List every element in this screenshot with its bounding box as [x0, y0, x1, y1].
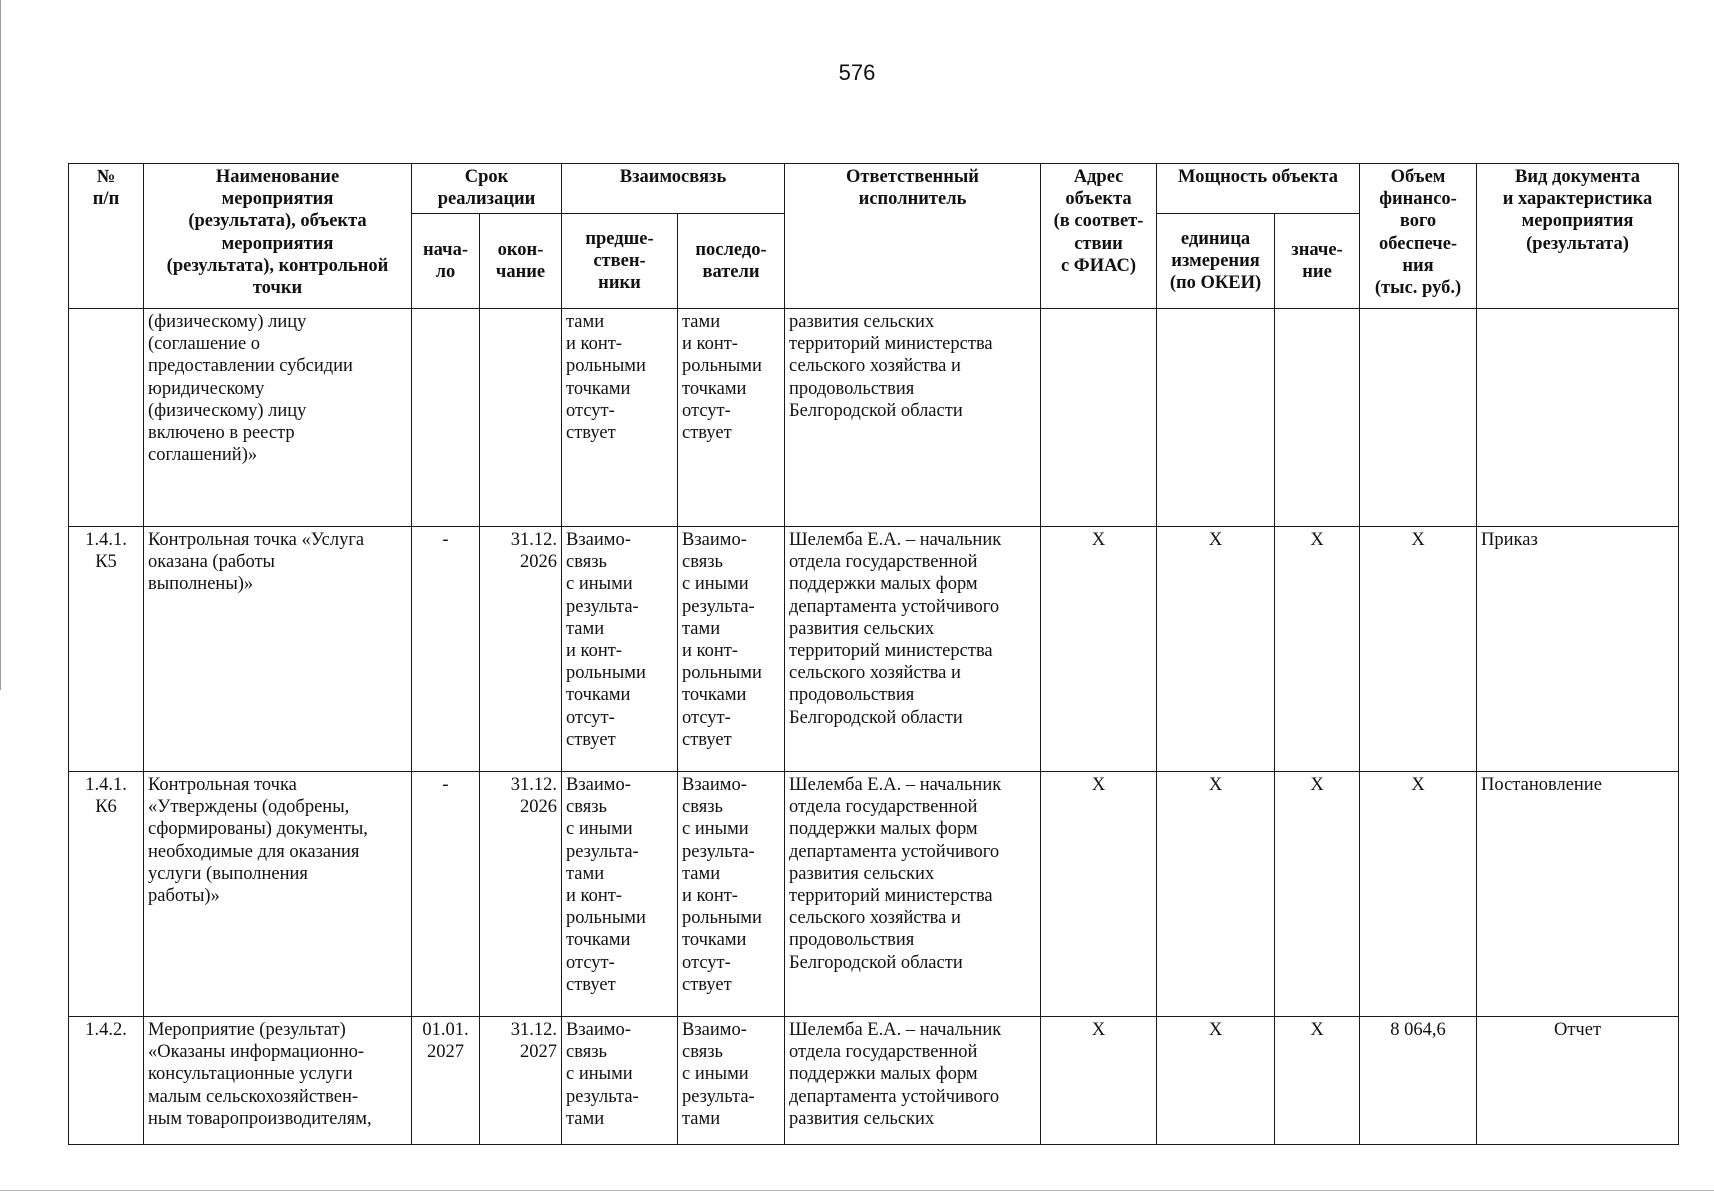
cell-start: 01.01. 2027	[412, 1017, 480, 1145]
cell-num: 1.4.1. К6	[69, 772, 144, 1017]
cell-end: 31.12. 2027	[480, 1017, 562, 1145]
cell-end	[480, 309, 562, 527]
scan-margin-line	[0, 0, 1, 690]
cell-responsible: развития сельских территорий министерства сельского хозяйства и продовольствия Белгородской области	[785, 309, 1041, 527]
cell-name: Контрольная точка «Услуга оказана (работы выполнены)»	[144, 527, 412, 772]
header-doc-type: Вид документа и характеристика мероприятия (результата)	[1477, 164, 1679, 309]
cell-address: Х	[1041, 527, 1157, 772]
cell-address: Х	[1041, 772, 1157, 1017]
cell-doc: Отчет	[1477, 1017, 1679, 1145]
cell-unit: Х	[1157, 772, 1275, 1017]
header-name: Наименование мероприятия (результата), объекта мероприятия (результата), контрольной точки	[144, 164, 412, 309]
cell-address	[1041, 309, 1157, 527]
cell-responsible: Шелемба Е.А. – начальник отдела государственной поддержки малых форм департамента устойчивого развития сельских территорий министерства сельского хозяйства и продовольствия Белгородской области	[785, 772, 1041, 1017]
cell-volume: 8 064,6	[1360, 1017, 1477, 1145]
cell-name: Контрольная точка «Утверждены (одобрены, сформированы) документы, необходимые для оказания услуги (выполнения работы)»	[144, 772, 412, 1017]
header-term-start: нача- ло	[412, 214, 480, 309]
header-capacity: Мощность объекта	[1157, 164, 1360, 214]
header-relation-pred: предше- ствен- ники	[562, 214, 678, 309]
cell-responsible: Шелемба Е.А. – начальник отдела государственной поддержки малых форм департамента устойчивого развития сельских	[785, 1017, 1041, 1145]
cell-predecessors: Взаимо- связь с иными результа- тами	[562, 1017, 678, 1145]
cell-volume: Х	[1360, 772, 1477, 1017]
table-row	[69, 527, 1679, 772]
header-term: Срок реализации	[412, 164, 562, 214]
cell-doc: Приказ	[1477, 527, 1679, 772]
header-capacity-value: значе- ние	[1275, 214, 1360, 309]
header-relation-succ: последо- ватели	[678, 214, 785, 309]
cell-name: Мероприятие (результат) «Оказаны информационно- консультационные услуги малым сельскохозяйствен- ным товаропроизводителям,	[144, 1017, 412, 1145]
cell-end: 31.12. 2026	[480, 527, 562, 772]
cell-successors: Взаимо- связь с иными результа- тами	[678, 1017, 785, 1145]
cell-name: (физическому) лицу (соглашение о предоставлении субсидии юридическому (физическому) лицу включено в реестр соглашений)»	[144, 309, 412, 527]
cell-predecessors: Взаимо- связь с иными результа- тами и конт- рольными точками отсут- ствует	[562, 527, 678, 772]
plan-table	[68, 163, 1679, 1145]
header-relation: Взаимосвязь	[562, 164, 785, 214]
header-num: № п/п	[69, 164, 144, 309]
cell-successors: Взаимо- связь с иными результа- тами и конт- рольными точками отсут- ствует	[678, 527, 785, 772]
cell-value: Х	[1275, 527, 1360, 772]
header-term-end: окон- чание	[480, 214, 562, 309]
cell-num: 1.4.2.	[69, 1017, 144, 1145]
cell-predecessors: тами и конт- рольными точками отсут- ствует	[562, 309, 678, 527]
cell-unit: Х	[1157, 1017, 1275, 1145]
header-volume: Объем финансо- вого обеспече- ния (тыс. руб.)	[1360, 164, 1477, 309]
table-row	[69, 1017, 1679, 1145]
header-responsible: Ответственный исполнитель	[785, 164, 1041, 309]
cell-start: -	[412, 772, 480, 1017]
header-address: Адрес объекта (в соответ- ствии с ФИАС)	[1041, 164, 1157, 309]
cell-successors: тами и конт- рольными точками отсут- ствует	[678, 309, 785, 527]
table-row	[69, 309, 1679, 527]
cell-doc	[1477, 309, 1679, 527]
cell-value	[1275, 309, 1360, 527]
table-row	[69, 772, 1679, 1017]
scan-bottom-line	[0, 1190, 1714, 1191]
cell-start: -	[412, 527, 480, 772]
cell-value: Х	[1275, 772, 1360, 1017]
cell-num	[69, 309, 144, 527]
cell-predecessors: Взаимо- связь с иными результа- тами и конт- рольными точками отсут- ствует	[562, 772, 678, 1017]
cell-num: 1.4.1. К5	[69, 527, 144, 772]
header-capacity-unit: единица измерения (по ОКЕИ)	[1157, 214, 1275, 309]
cell-responsible: Шелемба Е.А. – начальник отдела государственной поддержки малых форм департамента устойчивого развития сельских территорий министерства сельского хозяйства и продовольствия Белгородской области	[785, 527, 1041, 772]
cell-value: Х	[1275, 1017, 1360, 1145]
cell-address: Х	[1041, 1017, 1157, 1145]
cell-unit: Х	[1157, 527, 1275, 772]
cell-doc: Постановление	[1477, 772, 1679, 1017]
cell-unit	[1157, 309, 1275, 527]
cell-volume: Х	[1360, 527, 1477, 772]
cell-end: 31.12. 2026	[480, 772, 562, 1017]
table-header-row	[69, 164, 1679, 214]
cell-successors: Взаимо- связь с иными результа- тами и конт- рольными точками отсут- ствует	[678, 772, 785, 1017]
cell-start	[412, 309, 480, 527]
cell-volume	[1360, 309, 1477, 527]
page-number: 576	[838, 60, 876, 85]
